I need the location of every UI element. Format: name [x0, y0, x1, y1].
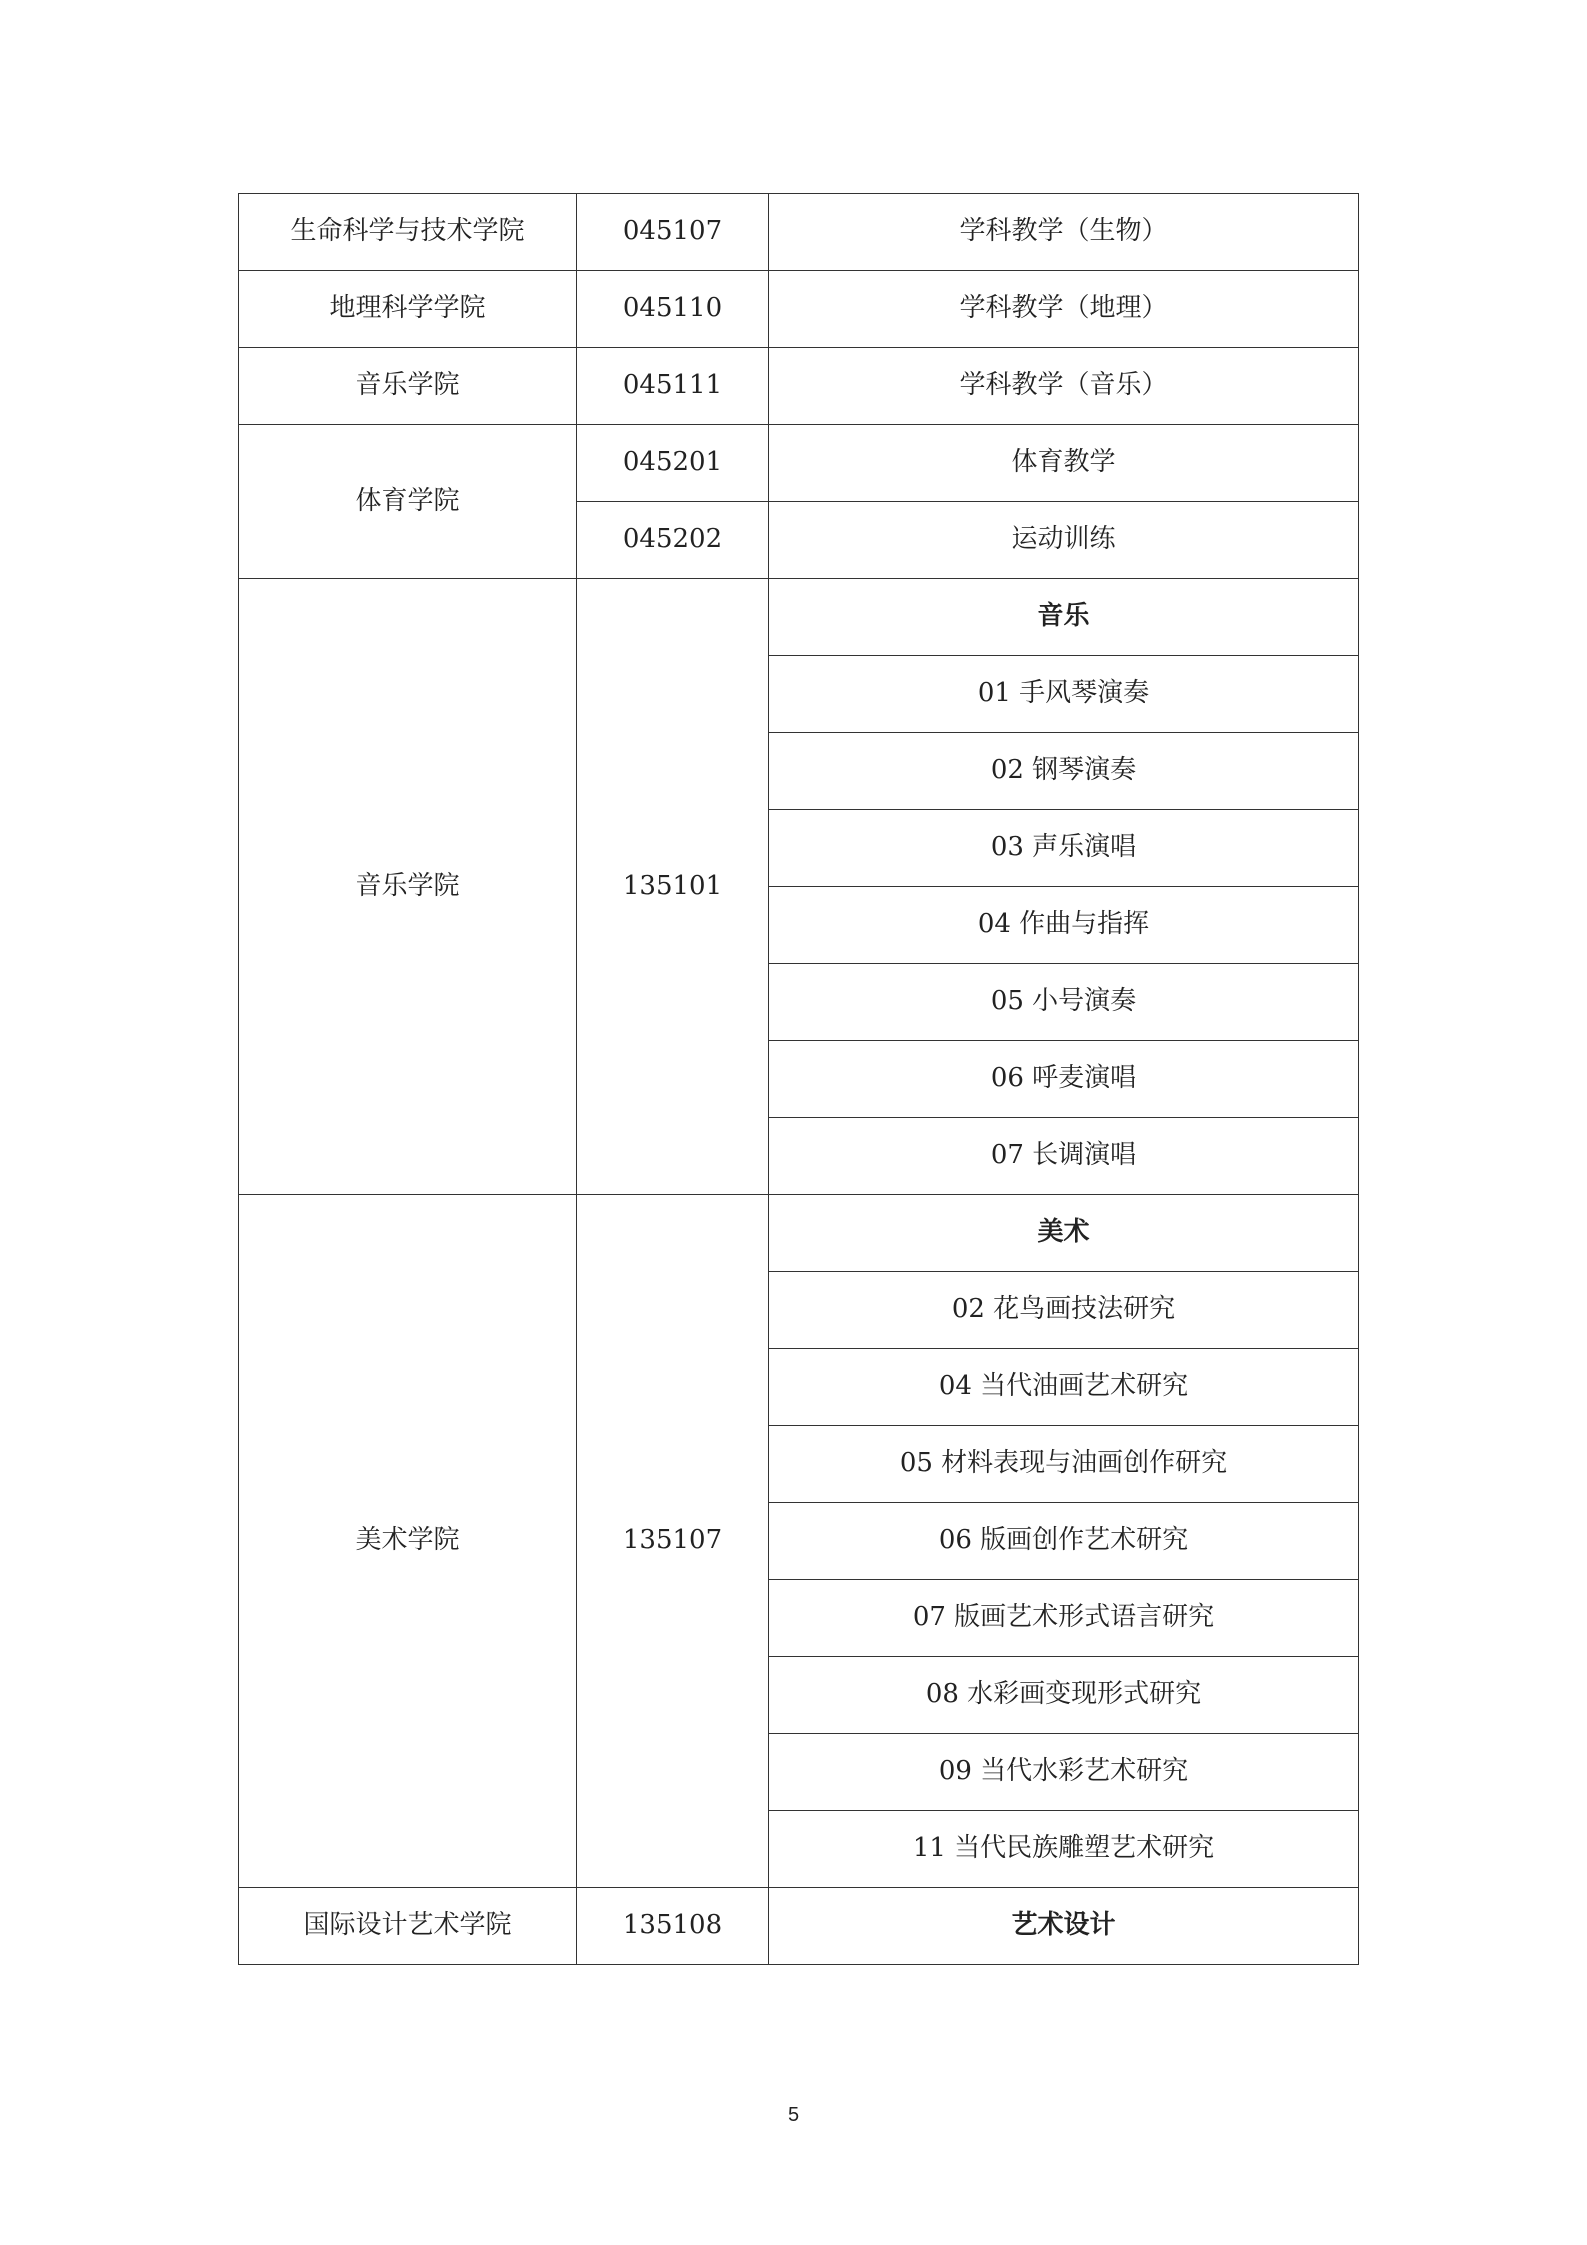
program-code-cell: 045111	[577, 348, 769, 425]
table-row	[239, 271, 1359, 348]
table-row	[239, 579, 1359, 656]
college-cell: 音乐学院	[239, 579, 577, 1195]
table-row	[239, 348, 1359, 425]
program-direction-cell: 01 手风琴演奏	[769, 656, 1359, 733]
program-direction-cell: 08 水彩画变现形式研究	[769, 1657, 1359, 1734]
program-category-cell: 美术	[769, 1195, 1359, 1272]
program-code-cell: 135101	[577, 579, 769, 1195]
program-direction-cell: 07 长调演唱	[769, 1118, 1359, 1195]
program-name-cell: 体育教学	[769, 425, 1359, 502]
table-row	[239, 1195, 1359, 1272]
program-direction-cell: 11 当代民族雕塑艺术研究	[769, 1811, 1359, 1888]
program-name-cell: 学科教学（音乐）	[769, 348, 1359, 425]
program-name-cell: 学科教学（地理）	[769, 271, 1359, 348]
program-direction-cell: 07 版画艺术形式语言研究	[769, 1580, 1359, 1657]
college-cell: 国际设计艺术学院	[239, 1888, 577, 1965]
program-code-cell: 045202	[577, 502, 769, 579]
program-direction-cell: 05 小号演奏	[769, 964, 1359, 1041]
college-cell: 音乐学院	[239, 348, 577, 425]
program-direction-cell: 09 当代水彩艺术研究	[769, 1734, 1359, 1811]
program-direction-cell: 06 版画创作艺术研究	[769, 1503, 1359, 1580]
program-table	[238, 193, 1359, 1965]
college-cell: 美术学院	[239, 1195, 577, 1888]
table-row	[239, 1888, 1359, 1965]
program-code-cell: 135108	[577, 1888, 769, 1965]
table-row	[239, 194, 1359, 271]
program-direction-cell: 02 钢琴演奏	[769, 733, 1359, 810]
program-direction-cell: 06 呼麦演唱	[769, 1041, 1359, 1118]
college-cell: 地理科学学院	[239, 271, 577, 348]
college-cell: 生命科学与技术学院	[239, 194, 577, 271]
program-name-cell: 学科教学（生物）	[769, 194, 1359, 271]
college-cell: 体育学院	[239, 425, 577, 579]
program-name-cell: 运动训练	[769, 502, 1359, 579]
page-number: 5	[787, 2104, 800, 2126]
program-direction-cell: 04 作曲与指挥	[769, 887, 1359, 964]
table-row	[239, 425, 1359, 502]
program-code-cell: 045201	[577, 425, 769, 502]
program-category-cell: 音乐	[769, 579, 1359, 656]
program-code-cell: 045110	[577, 271, 769, 348]
program-category-cell: 艺术设计	[769, 1888, 1359, 1965]
program-code-cell: 135107	[577, 1195, 769, 1888]
program-direction-cell: 03 声乐演唱	[769, 810, 1359, 887]
program-direction-cell: 02 花鸟画技法研究	[769, 1272, 1359, 1349]
program-code-cell: 045107	[577, 194, 769, 271]
program-direction-cell: 04 当代油画艺术研究	[769, 1349, 1359, 1426]
program-direction-cell: 05 材料表现与油画创作研究	[769, 1426, 1359, 1503]
